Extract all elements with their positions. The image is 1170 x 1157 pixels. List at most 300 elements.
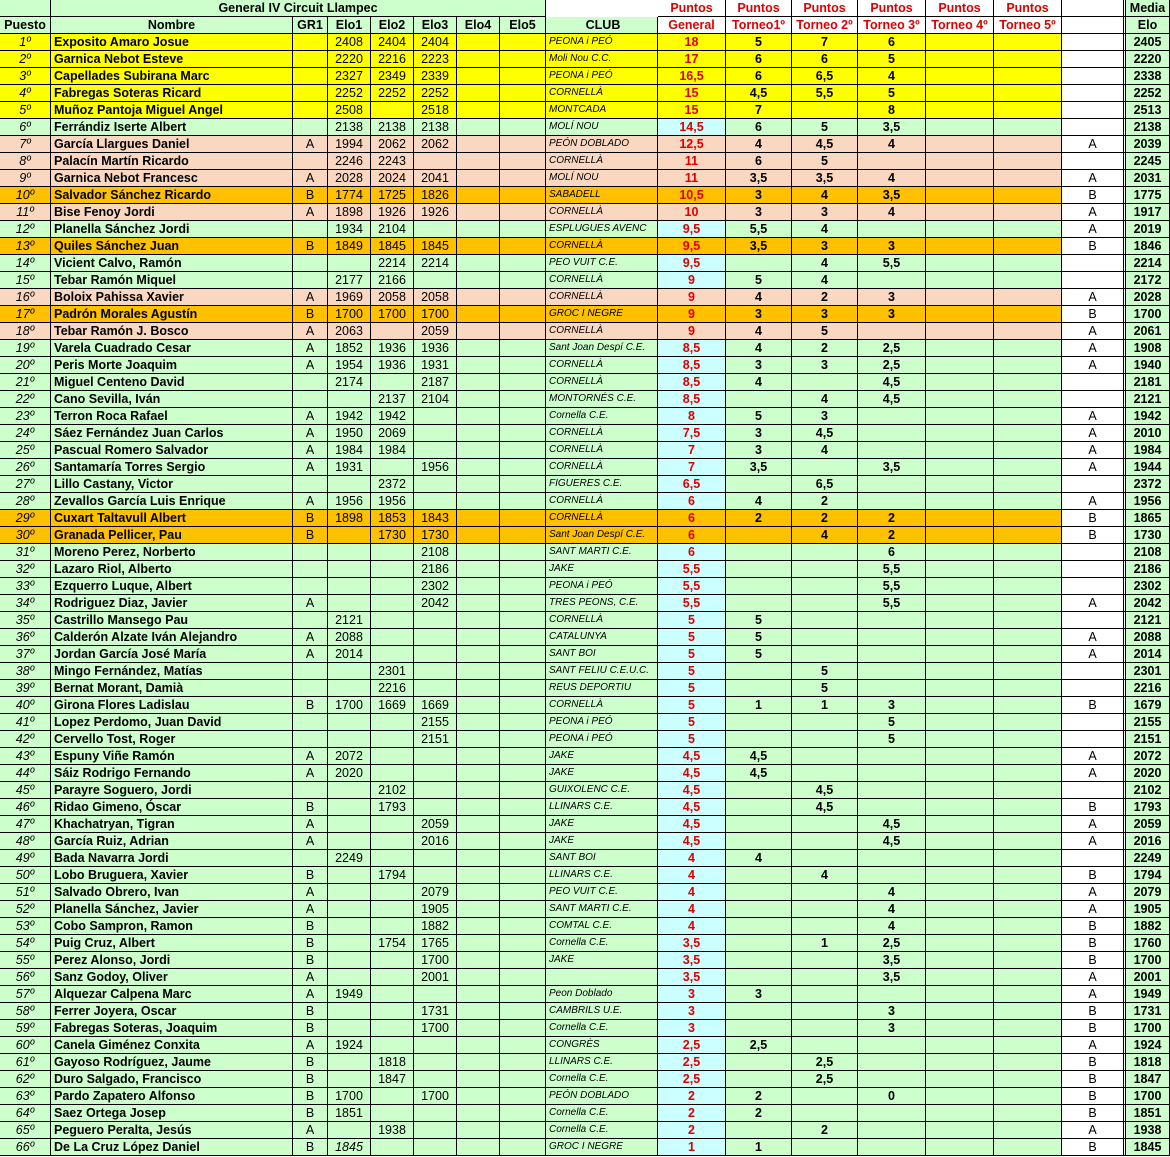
cell-torneo3: 0 — [858, 1088, 926, 1105]
cell-elo1: 2088 — [328, 629, 371, 646]
cell-club: SANT MARTI C.E. — [546, 901, 658, 918]
cell-puesto: 58º — [0, 1003, 51, 1020]
cell-torneo1 — [726, 663, 792, 680]
cell-puesto: 56º — [0, 969, 51, 986]
cell-torneo2 — [792, 1003, 858, 1020]
cell-group: B — [1062, 935, 1124, 952]
cell-general: 9 — [658, 323, 726, 340]
cell-elo2 — [371, 714, 414, 731]
cell-elo5 — [500, 578, 546, 595]
cell-elo1 — [328, 731, 371, 748]
cell-torneo2 — [792, 1037, 858, 1054]
header-cell-puesto — [0, 0, 51, 17]
cell-puesto: 28º — [0, 493, 51, 510]
cell-elo4 — [457, 272, 500, 289]
cell-torneo2: 5 — [792, 153, 858, 170]
cell-elo2: 2216 — [371, 51, 414, 68]
cell-general: 7 — [658, 459, 726, 476]
cell-torneo2: 3,5 — [792, 170, 858, 187]
cell-torneo1: 4 — [726, 493, 792, 510]
cell-torneo4 — [926, 833, 994, 850]
cell-torneo1: 2,5 — [726, 1037, 792, 1054]
cell-elo4 — [457, 765, 500, 782]
cell-elo4 — [457, 306, 500, 323]
cell-general: 9,5 — [658, 221, 726, 238]
cell-puesto: 66º — [0, 1139, 51, 1156]
cell-torneo2: 2,5 — [792, 1054, 858, 1071]
cell-elo5 — [500, 34, 546, 51]
column-header-group — [1062, 17, 1124, 34]
cell-torneo2: 2 — [792, 510, 858, 527]
cell-general: 4,5 — [658, 833, 726, 850]
cell-gr1: B — [293, 510, 328, 527]
cell-general: 9 — [658, 289, 726, 306]
cell-elo4 — [457, 884, 500, 901]
cell-gr1 — [293, 153, 328, 170]
cell-puesto: 12º — [0, 221, 51, 238]
cell-elo4 — [457, 221, 500, 238]
cell-elo2 — [371, 374, 414, 391]
cell-gr1: A — [293, 493, 328, 510]
cell-nombre: García Llargues Daniel — [51, 136, 293, 153]
cell-torneo1: 4 — [726, 340, 792, 357]
cell-torneo3: 4 — [858, 136, 926, 153]
cell-torneo2: 2 — [792, 493, 858, 510]
cell-torneo3: 4 — [858, 68, 926, 85]
cell-general: 9 — [658, 306, 726, 323]
cell-gr1: A — [293, 442, 328, 459]
cell-gr1 — [293, 85, 328, 102]
cell-torneo5 — [994, 255, 1062, 272]
cell-torneo2 — [792, 459, 858, 476]
cell-nombre: Boloix Pahissa Xavier — [51, 289, 293, 306]
cell-elo4 — [457, 51, 500, 68]
cell-club: SANT BOI — [546, 646, 658, 663]
cell-elo3 — [414, 442, 457, 459]
cell-elo5 — [500, 1003, 546, 1020]
cell-general: 8,5 — [658, 374, 726, 391]
cell-torneo1 — [726, 833, 792, 850]
cell-nombre: Terron Roca Rafael — [51, 408, 293, 425]
cell-media-elo: 2102 — [1126, 782, 1170, 799]
cell-torneo3: 5,5 — [858, 255, 926, 272]
cell-elo3: 2151 — [414, 731, 457, 748]
column-header-elo1: Elo1 — [328, 17, 371, 34]
cell-elo3 — [414, 629, 457, 646]
cell-torneo5 — [994, 969, 1062, 986]
cell-nombre: Salvador Sánchez Ricardo — [51, 187, 293, 204]
cell-elo3: 1882 — [414, 918, 457, 935]
cell-elo1: 2028 — [328, 170, 371, 187]
cell-torneo2: 1 — [792, 935, 858, 952]
cell-nombre: Rodriguez Diaz, Javier — [51, 595, 293, 612]
cell-general: 6 — [658, 510, 726, 527]
cell-elo4 — [457, 561, 500, 578]
cell-elo2 — [371, 918, 414, 935]
cell-club: PEO VUIT C.E. — [546, 884, 658, 901]
cell-media-elo: 2214 — [1126, 255, 1170, 272]
cell-torneo3: 3,5 — [858, 119, 926, 136]
cell-elo3: 2252 — [414, 85, 457, 102]
cell-elo1: 2121 — [328, 612, 371, 629]
cell-elo2 — [371, 765, 414, 782]
cell-torneo2 — [792, 986, 858, 1003]
cell-elo4 — [457, 595, 500, 612]
cell-media-elo: 2405 — [1126, 34, 1170, 51]
cell-elo4 — [457, 935, 500, 952]
cell-torneo1: 5 — [726, 646, 792, 663]
cell-elo2: 1754 — [371, 935, 414, 952]
cell-elo3: 1826 — [414, 187, 457, 204]
cell-elo2 — [371, 748, 414, 765]
cell-media-elo: 2513 — [1126, 102, 1170, 119]
cell-torneo5 — [994, 935, 1062, 952]
cell-puesto: 10º — [0, 187, 51, 204]
cell-elo2: 1938 — [371, 1122, 414, 1139]
cell-torneo1 — [726, 527, 792, 544]
cell-elo2: 1984 — [371, 442, 414, 459]
cell-group: B — [1062, 799, 1124, 816]
cell-elo2 — [371, 612, 414, 629]
cell-puesto: 7º — [0, 136, 51, 153]
cell-club: REUS DEPORTIU — [546, 680, 658, 697]
cell-puesto: 52º — [0, 901, 51, 918]
cell-elo2: 1793 — [371, 799, 414, 816]
cell-gr1: B — [293, 238, 328, 255]
cell-torneo4 — [926, 493, 994, 510]
cell-torneo4 — [926, 374, 994, 391]
cell-nombre: Fabregas Soteras Ricard — [51, 85, 293, 102]
cell-club: PEONA i PEÓ — [546, 578, 658, 595]
cell-puesto: 43º — [0, 748, 51, 765]
cell-puesto: 45º — [0, 782, 51, 799]
cell-general: 4,5 — [658, 799, 726, 816]
cell-elo3: 2001 — [414, 969, 457, 986]
cell-elo1: 1994 — [328, 136, 371, 153]
cell-club — [546, 969, 658, 986]
cell-elo2: 2058 — [371, 289, 414, 306]
cell-elo5 — [500, 986, 546, 1003]
cell-elo3 — [414, 782, 457, 799]
cell-torneo1: 4 — [726, 850, 792, 867]
cell-torneo4 — [926, 442, 994, 459]
cell-group: A — [1062, 425, 1124, 442]
cell-elo5 — [500, 68, 546, 85]
cell-torneo5 — [994, 391, 1062, 408]
cell-gr1: B — [293, 1054, 328, 1071]
cell-group — [1062, 850, 1124, 867]
cell-club: CATALUNYA — [546, 629, 658, 646]
cell-elo1 — [328, 867, 371, 884]
cell-puesto: 51º — [0, 884, 51, 901]
cell-elo1 — [328, 595, 371, 612]
cell-torneo1: 2 — [726, 1105, 792, 1122]
cell-puesto: 14º — [0, 255, 51, 272]
cell-elo4 — [457, 204, 500, 221]
cell-group: B — [1062, 1054, 1124, 1071]
cell-group: A — [1062, 442, 1124, 459]
cell-torneo4 — [926, 986, 994, 1003]
cell-torneo3: 4 — [858, 170, 926, 187]
cell-elo5 — [500, 1037, 546, 1054]
cell-torneo5 — [994, 153, 1062, 170]
cell-elo2: 2243 — [371, 153, 414, 170]
cell-club: LLINARS C.E. — [546, 799, 658, 816]
cell-elo2 — [371, 901, 414, 918]
cell-general: 17 — [658, 51, 726, 68]
cell-elo1: 1852 — [328, 340, 371, 357]
cell-group: A — [1062, 136, 1124, 153]
cell-torneo4 — [926, 1088, 994, 1105]
cell-elo1 — [328, 816, 371, 833]
cell-elo1 — [328, 952, 371, 969]
cell-nombre: Ezquerro Luque, Albert — [51, 578, 293, 595]
cell-torneo3 — [858, 1071, 926, 1088]
cell-media-elo: 2031 — [1126, 170, 1170, 187]
cell-nombre: Santamaría Torres Sergio — [51, 459, 293, 476]
cell-gr1 — [293, 119, 328, 136]
column-header-club: CLUB — [546, 17, 658, 34]
cell-general: 9 — [658, 272, 726, 289]
cell-elo2: 1725 — [371, 187, 414, 204]
cell-club: CORNELLÀ — [546, 493, 658, 510]
cell-torneo3 — [858, 1122, 926, 1139]
cell-torneo4 — [926, 391, 994, 408]
cell-club: SANT MARTI C.E. — [546, 544, 658, 561]
cell-elo3: 2302 — [414, 578, 457, 595]
cell-torneo2: 2 — [792, 1122, 858, 1139]
cell-elo2: 1794 — [371, 867, 414, 884]
column-header-elo2: Elo2 — [371, 17, 414, 34]
cell-torneo4 — [926, 187, 994, 204]
cell-torneo4 — [926, 459, 994, 476]
cell-general: 15 — [658, 102, 726, 119]
cell-torneo5 — [994, 1139, 1062, 1156]
cell-elo1: 1956 — [328, 493, 371, 510]
cell-gr1: A — [293, 340, 328, 357]
cell-gr1: A — [293, 323, 328, 340]
cell-torneo2: 4,5 — [792, 782, 858, 799]
cell-elo3 — [414, 425, 457, 442]
cell-general: 16,5 — [658, 68, 726, 85]
cell-torneo1: 5 — [726, 272, 792, 289]
cell-elo5 — [500, 1105, 546, 1122]
cell-media-elo: 2010 — [1126, 425, 1170, 442]
cell-torneo3 — [858, 272, 926, 289]
cell-torneo2 — [792, 1020, 858, 1037]
cell-elo3 — [414, 612, 457, 629]
cell-torneo5 — [994, 782, 1062, 799]
cell-club: PEONA i PEÓ — [546, 68, 658, 85]
cell-media-elo: 1908 — [1126, 340, 1170, 357]
cell-elo5 — [500, 612, 546, 629]
cell-elo2: 1936 — [371, 340, 414, 357]
cell-nombre: Muñoz Pantoja Miguel Angel — [51, 102, 293, 119]
cell-group: A — [1062, 357, 1124, 374]
cell-elo4 — [457, 1088, 500, 1105]
column-header-torneo3: Torneo 3º — [858, 17, 926, 34]
cell-media-elo: 1865 — [1126, 510, 1170, 527]
cell-elo5 — [500, 1088, 546, 1105]
cell-elo5 — [500, 119, 546, 136]
cell-gr1: B — [293, 1088, 328, 1105]
cell-club: Peon Doblado — [546, 986, 658, 1003]
cell-gr1 — [293, 255, 328, 272]
cell-elo2: 1818 — [371, 1054, 414, 1071]
cell-torneo4 — [926, 1105, 994, 1122]
cell-nombre: Sanz Godoy, Oliver — [51, 969, 293, 986]
cell-group: B — [1062, 867, 1124, 884]
column-header-elo4: Elo4 — [457, 17, 500, 34]
cell-elo3 — [414, 748, 457, 765]
cell-puesto: 46º — [0, 799, 51, 816]
cell-elo3 — [414, 680, 457, 697]
cell-group: B — [1062, 1139, 1124, 1156]
cell-torneo3: 4 — [858, 901, 926, 918]
cell-group — [1062, 272, 1124, 289]
cell-torneo1: 4 — [726, 136, 792, 153]
cell-elo4 — [457, 255, 500, 272]
cell-elo2 — [371, 986, 414, 1003]
cell-elo4 — [457, 323, 500, 340]
cell-elo2: 2301 — [371, 663, 414, 680]
cell-club: CORNELLÀ — [546, 204, 658, 221]
cell-elo4 — [457, 85, 500, 102]
cell-media-elo: 2249 — [1126, 850, 1170, 867]
cell-puesto: 44º — [0, 765, 51, 782]
cell-torneo4 — [926, 476, 994, 493]
cell-gr1 — [293, 680, 328, 697]
cell-torneo1: 3 — [726, 986, 792, 1003]
cell-nombre: Perez Alonso, Jordi — [51, 952, 293, 969]
cell-elo3 — [414, 765, 457, 782]
cell-group: A — [1062, 901, 1124, 918]
cell-torneo5 — [994, 595, 1062, 612]
cell-elo5 — [500, 255, 546, 272]
cell-media-elo: 1942 — [1126, 408, 1170, 425]
cell-torneo1 — [726, 561, 792, 578]
cell-puesto: 47º — [0, 816, 51, 833]
cell-torneo5 — [994, 187, 1062, 204]
cell-nombre: Ferrer Joyera, Oscar — [51, 1003, 293, 1020]
cell-media-elo: 2016 — [1126, 833, 1170, 850]
cell-elo5 — [500, 527, 546, 544]
cell-elo1: 1700 — [328, 697, 371, 714]
cell-torneo2: 5,5 — [792, 85, 858, 102]
cell-nombre: Sáiz Rodrigo Fernando — [51, 765, 293, 782]
cell-torneo4 — [926, 357, 994, 374]
cell-nombre: Jordan García José María — [51, 646, 293, 663]
cell-torneo2 — [792, 374, 858, 391]
cell-elo1: 1845 — [328, 1139, 371, 1156]
cell-media-elo: 1793 — [1126, 799, 1170, 816]
cell-media-elo: 2138 — [1126, 119, 1170, 136]
cell-torneo5 — [994, 629, 1062, 646]
header-puntos-torneo5: Puntos — [994, 0, 1062, 17]
cell-torneo5 — [994, 85, 1062, 102]
cell-torneo4 — [926, 221, 994, 238]
cell-nombre: Duro Salgado, Francisco — [51, 1071, 293, 1088]
cell-elo1: 2327 — [328, 68, 371, 85]
cell-torneo4 — [926, 238, 994, 255]
cell-elo5 — [500, 289, 546, 306]
cell-torneo1: 3 — [726, 204, 792, 221]
cell-club: CORNELLÀ — [546, 272, 658, 289]
cell-torneo5 — [994, 1054, 1062, 1071]
cell-gr1 — [293, 578, 328, 595]
cell-elo3: 1905 — [414, 901, 457, 918]
cell-elo4 — [457, 986, 500, 1003]
cell-media-elo: 1731 — [1126, 1003, 1170, 1020]
cell-torneo3 — [858, 629, 926, 646]
cell-elo4 — [457, 646, 500, 663]
column-header-elo3: Elo3 — [414, 17, 457, 34]
cell-elo1: 2020 — [328, 765, 371, 782]
cell-club: PEO VUIT C.E. — [546, 255, 658, 272]
cell-elo3: 2518 — [414, 102, 457, 119]
header-puntos-torneo1: Puntos — [726, 0, 792, 17]
cell-torneo2: 2 — [792, 289, 858, 306]
cell-torneo1 — [726, 731, 792, 748]
cell-nombre: Sáez Fernández Juan Carlos — [51, 425, 293, 442]
cell-elo1 — [328, 1054, 371, 1071]
cell-nombre: Cuxart Taltavull Albert — [51, 510, 293, 527]
cell-club: JAKE — [546, 561, 658, 578]
cell-group: A — [1062, 833, 1124, 850]
cell-nombre: Saez Ortega Josep — [51, 1105, 293, 1122]
cell-torneo1 — [726, 816, 792, 833]
cell-group: A — [1062, 1122, 1124, 1139]
cell-puesto: 23º — [0, 408, 51, 425]
cell-elo5 — [500, 221, 546, 238]
cell-puesto: 27º — [0, 476, 51, 493]
cell-elo2: 2214 — [371, 255, 414, 272]
cell-elo5 — [500, 935, 546, 952]
cell-elo2: 1926 — [371, 204, 414, 221]
cell-torneo2: 4 — [792, 221, 858, 238]
cell-torneo3 — [858, 612, 926, 629]
cell-media-elo: 1917 — [1126, 204, 1170, 221]
cell-torneo3: 3 — [858, 1020, 926, 1037]
cell-club: TRES PEONS, C.E. — [546, 595, 658, 612]
cell-torneo1 — [726, 255, 792, 272]
cell-torneo3: 3 — [858, 697, 926, 714]
column-header-gr1: GR1 — [293, 17, 328, 34]
cell-torneo5 — [994, 493, 1062, 510]
cell-elo4 — [457, 1071, 500, 1088]
cell-media-elo: 1956 — [1126, 493, 1170, 510]
cell-elo2: 2138 — [371, 119, 414, 136]
cell-general: 2,5 — [658, 1071, 726, 1088]
cell-torneo1 — [726, 969, 792, 986]
cell-gr1: A — [293, 901, 328, 918]
cell-torneo4 — [926, 782, 994, 799]
cell-elo1: 1851 — [328, 1105, 371, 1122]
cell-torneo2 — [792, 544, 858, 561]
cell-torneo2 — [792, 102, 858, 119]
cell-puesto: 11º — [0, 204, 51, 221]
cell-group: A — [1062, 323, 1124, 340]
cell-elo5 — [500, 357, 546, 374]
cell-torneo3: 6 — [858, 34, 926, 51]
cell-elo3: 2186 — [414, 561, 457, 578]
cell-torneo4 — [926, 544, 994, 561]
cell-gr1 — [293, 663, 328, 680]
cell-torneo1: 1 — [726, 697, 792, 714]
cell-torneo5 — [994, 221, 1062, 238]
cell-torneo1 — [726, 1054, 792, 1071]
cell-torneo3: 5 — [858, 714, 926, 731]
